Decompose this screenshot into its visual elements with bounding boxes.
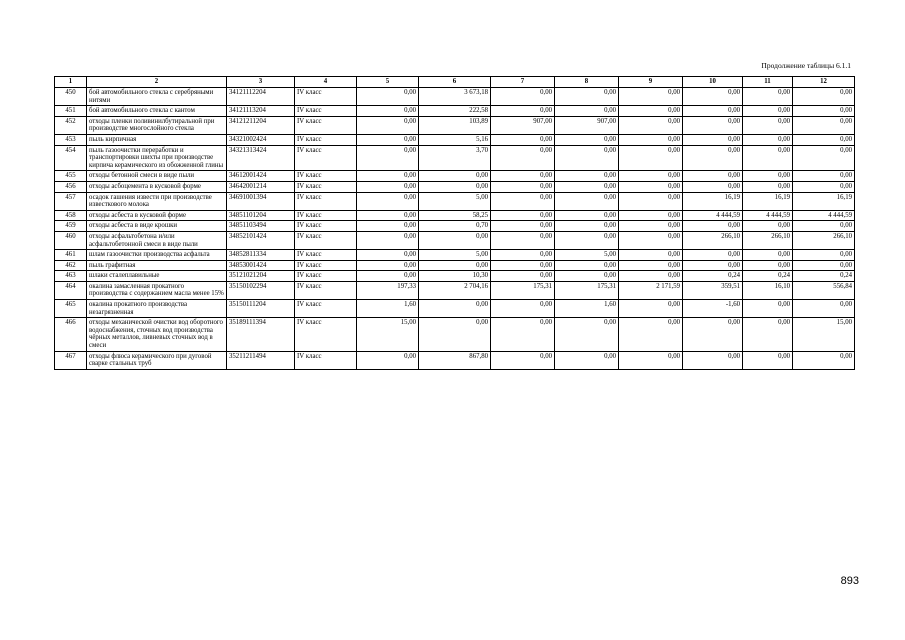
- value-col-10: 0,00: [683, 351, 743, 369]
- value-col-11: 0,00: [743, 221, 793, 232]
- fkko-code: 34121113204: [227, 106, 295, 117]
- value-col-12: 0,00: [793, 134, 855, 145]
- value-col-12: 0,00: [793, 260, 855, 271]
- waste-name: бой автомобильного стекла с кантом: [87, 106, 227, 117]
- value-col-6: 0,00: [419, 171, 491, 182]
- fkko-code: 34851101204: [227, 210, 295, 221]
- fkko-code: 34852811334: [227, 250, 295, 261]
- value-col-11: 0,00: [743, 88, 793, 106]
- value-col-5: 0,00: [357, 231, 419, 249]
- value-col-11: 0,24: [743, 271, 793, 282]
- hazard-class: IV класс: [295, 260, 357, 271]
- value-col-5: 0,00: [357, 181, 419, 192]
- row-number: 451: [55, 106, 87, 117]
- value-col-6: 0,70: [419, 221, 491, 232]
- value-col-5: 0,00: [357, 116, 419, 134]
- row-number: 466: [55, 318, 87, 351]
- row-number: 460: [55, 231, 87, 249]
- value-col-11: 0,00: [743, 260, 793, 271]
- row-number: 450: [55, 88, 87, 106]
- waste-name: пыль газоочистки переработки и транспортировки шихты при производстве кирпича керамического из обожженной глины: [87, 145, 227, 171]
- hazard-class: IV класс: [295, 106, 357, 117]
- value-col-6: 58,25: [419, 210, 491, 221]
- fkko-code: 34852101424: [227, 231, 295, 249]
- table-caption: Продолжение таблицы 6.1.1: [761, 61, 851, 70]
- value-col-6: 10,30: [419, 271, 491, 282]
- value-col-6: 103,89: [419, 116, 491, 134]
- fkko-code: 34691001394: [227, 192, 295, 210]
- header-row: [55, 77, 855, 88]
- value-col-5: 0,00: [357, 145, 419, 171]
- value-col-12: 0,00: [793, 181, 855, 192]
- value-col-11: 0,00: [743, 171, 793, 182]
- table-row: [55, 181, 855, 192]
- column-header: 10: [683, 77, 743, 88]
- value-col-10: 266,10: [683, 231, 743, 249]
- value-col-9: 0,00: [619, 171, 683, 182]
- hazard-class: IV класс: [295, 134, 357, 145]
- table-row: [55, 271, 855, 282]
- hazard-class: IV класс: [295, 300, 357, 318]
- table-row: [55, 210, 855, 221]
- value-col-8: 0,00: [555, 351, 619, 369]
- value-col-11: 0,00: [743, 351, 793, 369]
- hazard-class: IV класс: [295, 281, 357, 299]
- value-col-10: 0,00: [683, 134, 743, 145]
- waste-name: отходы асбоцемента в кусковой форме: [87, 181, 227, 192]
- value-col-10: 0,00: [683, 221, 743, 232]
- value-col-10: -1,60: [683, 300, 743, 318]
- value-col-8: 0,00: [555, 171, 619, 182]
- table-row: [55, 318, 855, 351]
- value-col-9: 0,00: [619, 318, 683, 351]
- value-col-12: 0,00: [793, 171, 855, 182]
- waste-name: отходы механической очистки вод оборотного водоснабжения, сточных вод производства чёрных металлов, ливневых сточных вод в смеси: [87, 318, 227, 351]
- value-col-10: 0,00: [683, 260, 743, 271]
- waste-name: отходы асфальтобетона и/или асфальтобетонной смеси в виде пыли: [87, 231, 227, 249]
- value-col-12: 4 444,59: [793, 210, 855, 221]
- value-col-11: 0,00: [743, 134, 793, 145]
- table-row: [55, 134, 855, 145]
- value-col-9: 0,00: [619, 300, 683, 318]
- fkko-code: 35150102294: [227, 281, 295, 299]
- value-col-5: 0,00: [357, 88, 419, 106]
- value-col-11: 0,00: [743, 145, 793, 171]
- value-col-8: 0,00: [555, 145, 619, 171]
- value-col-10: 4 444,59: [683, 210, 743, 221]
- value-col-7: 0,00: [491, 106, 555, 117]
- row-number: 463: [55, 271, 87, 282]
- value-col-8: 0,00: [555, 318, 619, 351]
- table-row: [55, 281, 855, 299]
- column-header: 2: [87, 77, 227, 88]
- value-col-9: 0,00: [619, 231, 683, 249]
- value-col-8: 175,31: [555, 281, 619, 299]
- value-col-5: 0,00: [357, 106, 419, 117]
- value-col-10: 0,00: [683, 318, 743, 351]
- table-row: [55, 221, 855, 232]
- row-number: 464: [55, 281, 87, 299]
- hazard-class: IV класс: [295, 221, 357, 232]
- value-col-10: 0,00: [683, 145, 743, 171]
- fkko-code: 35189111394: [227, 318, 295, 351]
- value-col-9: 0,00: [619, 106, 683, 117]
- value-col-5: 0,00: [357, 250, 419, 261]
- table-row: [55, 351, 855, 369]
- value-col-8: 1,60: [555, 300, 619, 318]
- value-col-5: 0,00: [357, 134, 419, 145]
- value-col-9: 2 171,59: [619, 281, 683, 299]
- value-col-12: 0,00: [793, 116, 855, 134]
- column-header: 8: [555, 77, 619, 88]
- hazard-class: IV класс: [295, 318, 357, 351]
- fkko-code: 34853001424: [227, 260, 295, 271]
- value-col-7: 0,00: [491, 210, 555, 221]
- value-col-8: 0,00: [555, 106, 619, 117]
- value-col-5: 0,00: [357, 351, 419, 369]
- waste-name: пыль графитная: [87, 260, 227, 271]
- row-number: 453: [55, 134, 87, 145]
- waste-name: шлам газоочистки производства асфальта: [87, 250, 227, 261]
- value-col-7: 175,31: [491, 281, 555, 299]
- value-col-9: 0,00: [619, 116, 683, 134]
- column-header: 1: [55, 77, 87, 88]
- value-col-7: 0,00: [491, 145, 555, 171]
- value-col-6: 2 704,16: [419, 281, 491, 299]
- row-number: 462: [55, 260, 87, 271]
- row-number: 458: [55, 210, 87, 221]
- hazard-class: IV класс: [295, 116, 357, 134]
- value-col-10: 16,19: [683, 192, 743, 210]
- value-col-7: 0,00: [491, 88, 555, 106]
- value-col-10: 0,00: [683, 88, 743, 106]
- hazard-class: IV класс: [295, 171, 357, 182]
- value-col-12: 0,00: [793, 88, 855, 106]
- value-col-8: 907,00: [555, 116, 619, 134]
- column-header: 4: [295, 77, 357, 88]
- value-col-6: 3,70: [419, 145, 491, 171]
- value-col-6: 222,58: [419, 106, 491, 117]
- value-col-12: 0,00: [793, 106, 855, 117]
- value-col-11: 0,00: [743, 106, 793, 117]
- table-row: [55, 88, 855, 106]
- value-col-8: 0,00: [555, 271, 619, 282]
- waste-name: шлаки сталеплавильные: [87, 271, 227, 282]
- row-number: 467: [55, 351, 87, 369]
- value-col-12: 16,19: [793, 192, 855, 210]
- value-col-11: 0,00: [743, 318, 793, 351]
- row-number: 452: [55, 116, 87, 134]
- fkko-code: 34321002424: [227, 134, 295, 145]
- value-col-6: 867,80: [419, 351, 491, 369]
- row-number: 454: [55, 145, 87, 171]
- value-col-5: 1,60: [357, 300, 419, 318]
- column-header: 7: [491, 77, 555, 88]
- value-col-5: 0,00: [357, 192, 419, 210]
- hazard-class: IV класс: [295, 145, 357, 171]
- value-col-6: 5,00: [419, 192, 491, 210]
- value-col-5: 0,00: [357, 221, 419, 232]
- value-col-12: 0,00: [793, 221, 855, 232]
- value-col-8: 0,00: [555, 88, 619, 106]
- row-number: 456: [55, 181, 87, 192]
- value-col-7: 0,00: [491, 221, 555, 232]
- value-col-9: 0,00: [619, 192, 683, 210]
- value-col-5: 0,00: [357, 171, 419, 182]
- value-col-12: 15,00: [793, 318, 855, 351]
- hazard-class: IV класс: [295, 88, 357, 106]
- value-col-7: 0,00: [491, 250, 555, 261]
- column-header: 3: [227, 77, 295, 88]
- table-row: [55, 106, 855, 117]
- fkko-code: 34642001214: [227, 181, 295, 192]
- value-col-10: 0,00: [683, 116, 743, 134]
- waste-table: [54, 76, 855, 370]
- value-col-12: 0,00: [793, 300, 855, 318]
- value-col-7: 0,00: [491, 351, 555, 369]
- value-col-8: 0,00: [555, 181, 619, 192]
- fkko-code: 34612001424: [227, 171, 295, 182]
- waste-name: отходы асбеста в кусковой форме: [87, 210, 227, 221]
- page-number: 893: [840, 575, 859, 587]
- value-col-11: 16,19: [743, 192, 793, 210]
- value-col-9: 0,00: [619, 88, 683, 106]
- row-number: 455: [55, 171, 87, 182]
- table-body: [55, 88, 855, 370]
- value-col-11: 0,00: [743, 116, 793, 134]
- value-col-8: 0,00: [555, 260, 619, 271]
- fkko-code: 34121112204: [227, 88, 295, 106]
- value-col-5: 0,00: [357, 271, 419, 282]
- table-row: [55, 231, 855, 249]
- hazard-class: IV класс: [295, 192, 357, 210]
- fkko-code: 34121211204: [227, 116, 295, 134]
- value-col-8: 0,00: [555, 221, 619, 232]
- hazard-class: IV класс: [295, 210, 357, 221]
- waste-name: бой автомобильного стекла с серебряными нитями: [87, 88, 227, 106]
- table-row: [55, 250, 855, 261]
- value-col-7: 0,00: [491, 192, 555, 210]
- value-col-11: 4 444,59: [743, 210, 793, 221]
- value-col-12: 266,10: [793, 231, 855, 249]
- value-col-5: 0,00: [357, 210, 419, 221]
- row-number: 461: [55, 250, 87, 261]
- table-row: [55, 260, 855, 271]
- value-col-9: 0,00: [619, 181, 683, 192]
- value-col-11: 0,00: [743, 300, 793, 318]
- waste-name: пыль кирпичная: [87, 134, 227, 145]
- column-header: 6: [419, 77, 491, 88]
- table-row: [55, 171, 855, 182]
- hazard-class: IV класс: [295, 231, 357, 249]
- value-col-9: 0,00: [619, 260, 683, 271]
- value-col-8: 0,00: [555, 192, 619, 210]
- value-col-10: 0,00: [683, 181, 743, 192]
- value-col-11: 266,10: [743, 231, 793, 249]
- value-col-12: 556,84: [793, 281, 855, 299]
- value-col-8: 0,00: [555, 231, 619, 249]
- value-col-9: 0,00: [619, 210, 683, 221]
- value-col-7: 0,00: [491, 318, 555, 351]
- value-col-10: 359,51: [683, 281, 743, 299]
- value-col-6: 5,00: [419, 250, 491, 261]
- hazard-class: IV класс: [295, 181, 357, 192]
- row-number: 457: [55, 192, 87, 210]
- column-header: 9: [619, 77, 683, 88]
- value-col-10: 0,24: [683, 271, 743, 282]
- value-col-7: 0,00: [491, 134, 555, 145]
- value-col-9: 0,00: [619, 351, 683, 369]
- value-col-7: 0,00: [491, 181, 555, 192]
- value-col-5: 15,00: [357, 318, 419, 351]
- waste-name: окалина прокатного производства незагрязненная: [87, 300, 227, 318]
- waste-name: окалина замасленная прокатного производства с содержанием масла менее 15%: [87, 281, 227, 299]
- row-number: 465: [55, 300, 87, 318]
- value-col-8: 0,00: [555, 134, 619, 145]
- hazard-class: IV класс: [295, 351, 357, 369]
- value-col-6: 5,16: [419, 134, 491, 145]
- fkko-code: 35150111204: [227, 300, 295, 318]
- row-number: 459: [55, 221, 87, 232]
- value-col-6: 0,00: [419, 231, 491, 249]
- waste-name: отходы пленки поливинилбутиральной при производстве многослойного стекла: [87, 116, 227, 134]
- hazard-class: IV класс: [295, 250, 357, 261]
- value-col-11: 0,00: [743, 181, 793, 192]
- value-col-11: 16,10: [743, 281, 793, 299]
- value-col-10: 0,00: [683, 106, 743, 117]
- value-col-8: 5,00: [555, 250, 619, 261]
- value-col-7: 907,00: [491, 116, 555, 134]
- value-col-12: 0,00: [793, 351, 855, 369]
- column-header: 5: [357, 77, 419, 88]
- value-col-11: 0,00: [743, 250, 793, 261]
- value-col-9: 0,00: [619, 134, 683, 145]
- value-col-6: 0,00: [419, 318, 491, 351]
- value-col-6: 0,00: [419, 260, 491, 271]
- value-col-7: 0,00: [491, 271, 555, 282]
- value-col-10: 0,00: [683, 250, 743, 261]
- value-col-9: 0,00: [619, 250, 683, 261]
- value-col-6: 0,00: [419, 181, 491, 192]
- fkko-code: 34321313424: [227, 145, 295, 171]
- waste-name: отходы флюса керамического при дуговой сварке стальных труб: [87, 351, 227, 369]
- fkko-code: 35121021204: [227, 271, 295, 282]
- hazard-class: IV класс: [295, 271, 357, 282]
- value-col-12: 0,24: [793, 271, 855, 282]
- table-row: [55, 300, 855, 318]
- waste-name: отходы бетонной смеси в виде пыли: [87, 171, 227, 182]
- table-row: [55, 116, 855, 134]
- value-col-5: 197,33: [357, 281, 419, 299]
- waste-name: осадок гашения извести при производстве известкового молока: [87, 192, 227, 210]
- table-row: [55, 145, 855, 171]
- column-header: 12: [793, 77, 855, 88]
- fkko-code: 34851103494: [227, 221, 295, 232]
- value-col-9: 0,00: [619, 145, 683, 171]
- waste-name: отходы асбеста в виде крошки: [87, 221, 227, 232]
- value-col-7: 0,00: [491, 171, 555, 182]
- value-col-6: 0,00: [419, 300, 491, 318]
- column-header: 11: [743, 77, 793, 88]
- fkko-code: 35211211494: [227, 351, 295, 369]
- value-col-5: 0,00: [357, 260, 419, 271]
- value-col-7: 0,00: [491, 260, 555, 271]
- value-col-10: 0,00: [683, 171, 743, 182]
- value-col-6: 3 673,18: [419, 88, 491, 106]
- value-col-7: 0,00: [491, 300, 555, 318]
- value-col-8: 0,00: [555, 210, 619, 221]
- value-col-9: 0,00: [619, 221, 683, 232]
- value-col-12: 0,00: [793, 145, 855, 171]
- value-col-12: 0,00: [793, 250, 855, 261]
- table-row: [55, 192, 855, 210]
- value-col-7: 0,00: [491, 231, 555, 249]
- value-col-9: 0,00: [619, 271, 683, 282]
